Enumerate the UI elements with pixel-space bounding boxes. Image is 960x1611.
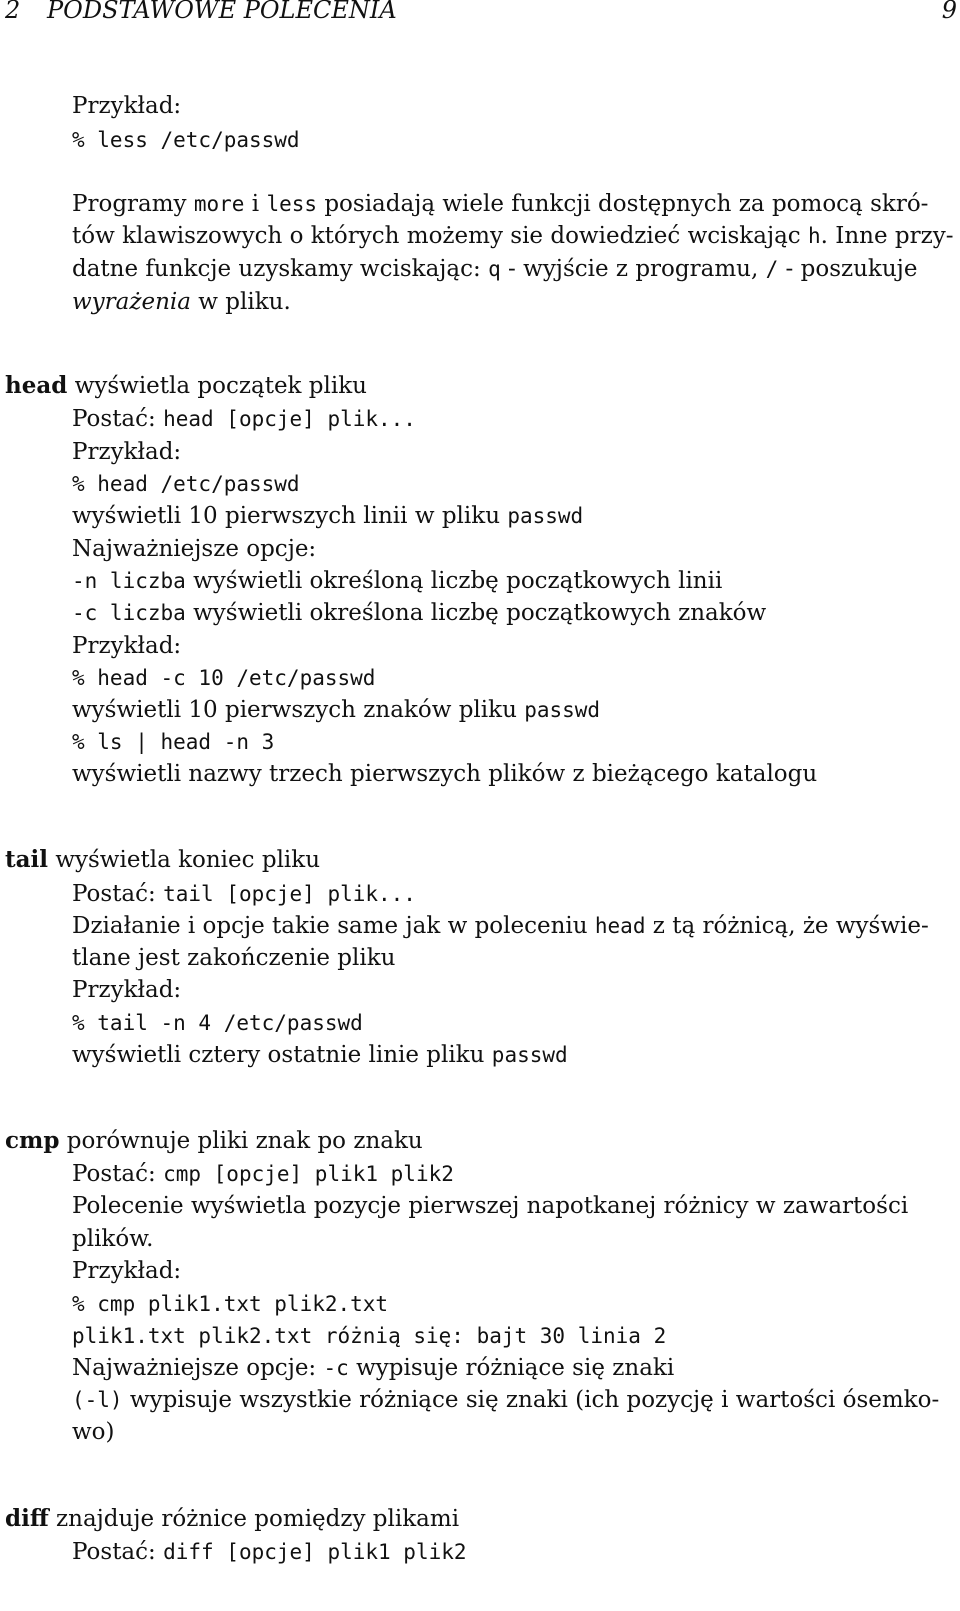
command-example: % tail -n 4 /etc/passwd [72,1011,363,1035]
section-number: 2 [5,0,21,24]
command-example: % ls | head -n 3 [72,730,275,754]
command-example: % less /etc/passwd [72,128,300,152]
command-example: % cmp plik1.txt plik2.txt [72,1292,389,1316]
example-label: Przykład: [72,633,182,659]
example-label: Przykład: [72,1258,182,1284]
syntax-line: Postać: cmp [opcje] plik1 plik2 [72,1161,454,1187]
paragraph-line: wo) [72,1419,115,1445]
example-description: wyświetli 10 pierwszych znaków pliku passwd [72,697,601,723]
term-head: head wyświetla początek pliku [5,372,367,399]
options-label: Najważniejsze opcje: [72,536,317,562]
example-description: wyświetli 10 pierwszych linii w pliku passwd [72,503,584,529]
term-diff: diff znajduje różnice pomiędzy plikami [5,1505,460,1532]
paragraph-line: datne funkcje uzyskamy wciskając: q - wyjście z programu, / - poszukuje [72,256,918,282]
paragraph-line: tów klawiszowych o których możemy sie dowiedzieć wciskając h. Inne przy- [72,223,954,249]
example-description: wyświetli cztery ostatnie linie pliku passwd [72,1042,568,1068]
term-name: cmp [5,1127,60,1154]
example-label: Przykład: [72,977,182,1003]
option-c: -c liczba wyświetli określona liczbę początkowych znaków [72,600,767,626]
command-example: % head /etc/passwd [72,472,300,496]
syntax-line: Postać: diff [opcje] plik1 plik2 [72,1539,467,1565]
term-tail: tail wyświetla koniec pliku [5,846,321,873]
paragraph-line: Programy more i less posiadają wiele funkcji dostępnych za pomocą skró- [72,191,929,217]
page-number: 9 [941,0,957,24]
options-line: Najważniejsze opcje: -c wypisuje różniące się znaki [72,1355,675,1381]
example-label: Przykład: [72,93,182,119]
paragraph-line: wyrażenia w pliku. [72,289,291,315]
example-description: wyświetli nazwy trzech pierwszych plików z bieżącego katalogu [72,761,818,787]
section-title: PODSTAWOWE POLECENIA [47,0,397,24]
term-name: diff [5,1505,49,1532]
example-label: Przykład: [72,439,182,465]
option-n: -n liczba wyświetli określoną liczbę początkowych linii [72,568,723,594]
term-name: head [5,372,68,399]
syntax-line: Postać: head [opcje] plik... [72,406,416,432]
option-l: (-l) wypisuje wszystkie różniące się znaki (ich pozycję i wartości ósemko- [72,1387,940,1413]
term-name: tail [5,846,49,873]
paragraph-line: Działanie i opcje takie same jak w poleceniu head z tą różnicą, że wyświe- [72,913,929,939]
paragraph-line: Polecenie wyświetla pozycje pierwszej napotkanej różnicy w zawartości [72,1193,909,1219]
paragraph-line: tlane jest zakończenie pliku [72,945,396,971]
paragraph-line: plików. [72,1226,154,1252]
term-cmp: cmp porównuje pliki znak po znaku [5,1127,423,1154]
command-output: plik1.txt plik2.txt różnią się: bajt 30 linia 2 [72,1324,667,1348]
syntax-line: Postać: tail [opcje] plik... [72,881,416,907]
command-example: % head -c 10 /etc/passwd [72,666,376,690]
